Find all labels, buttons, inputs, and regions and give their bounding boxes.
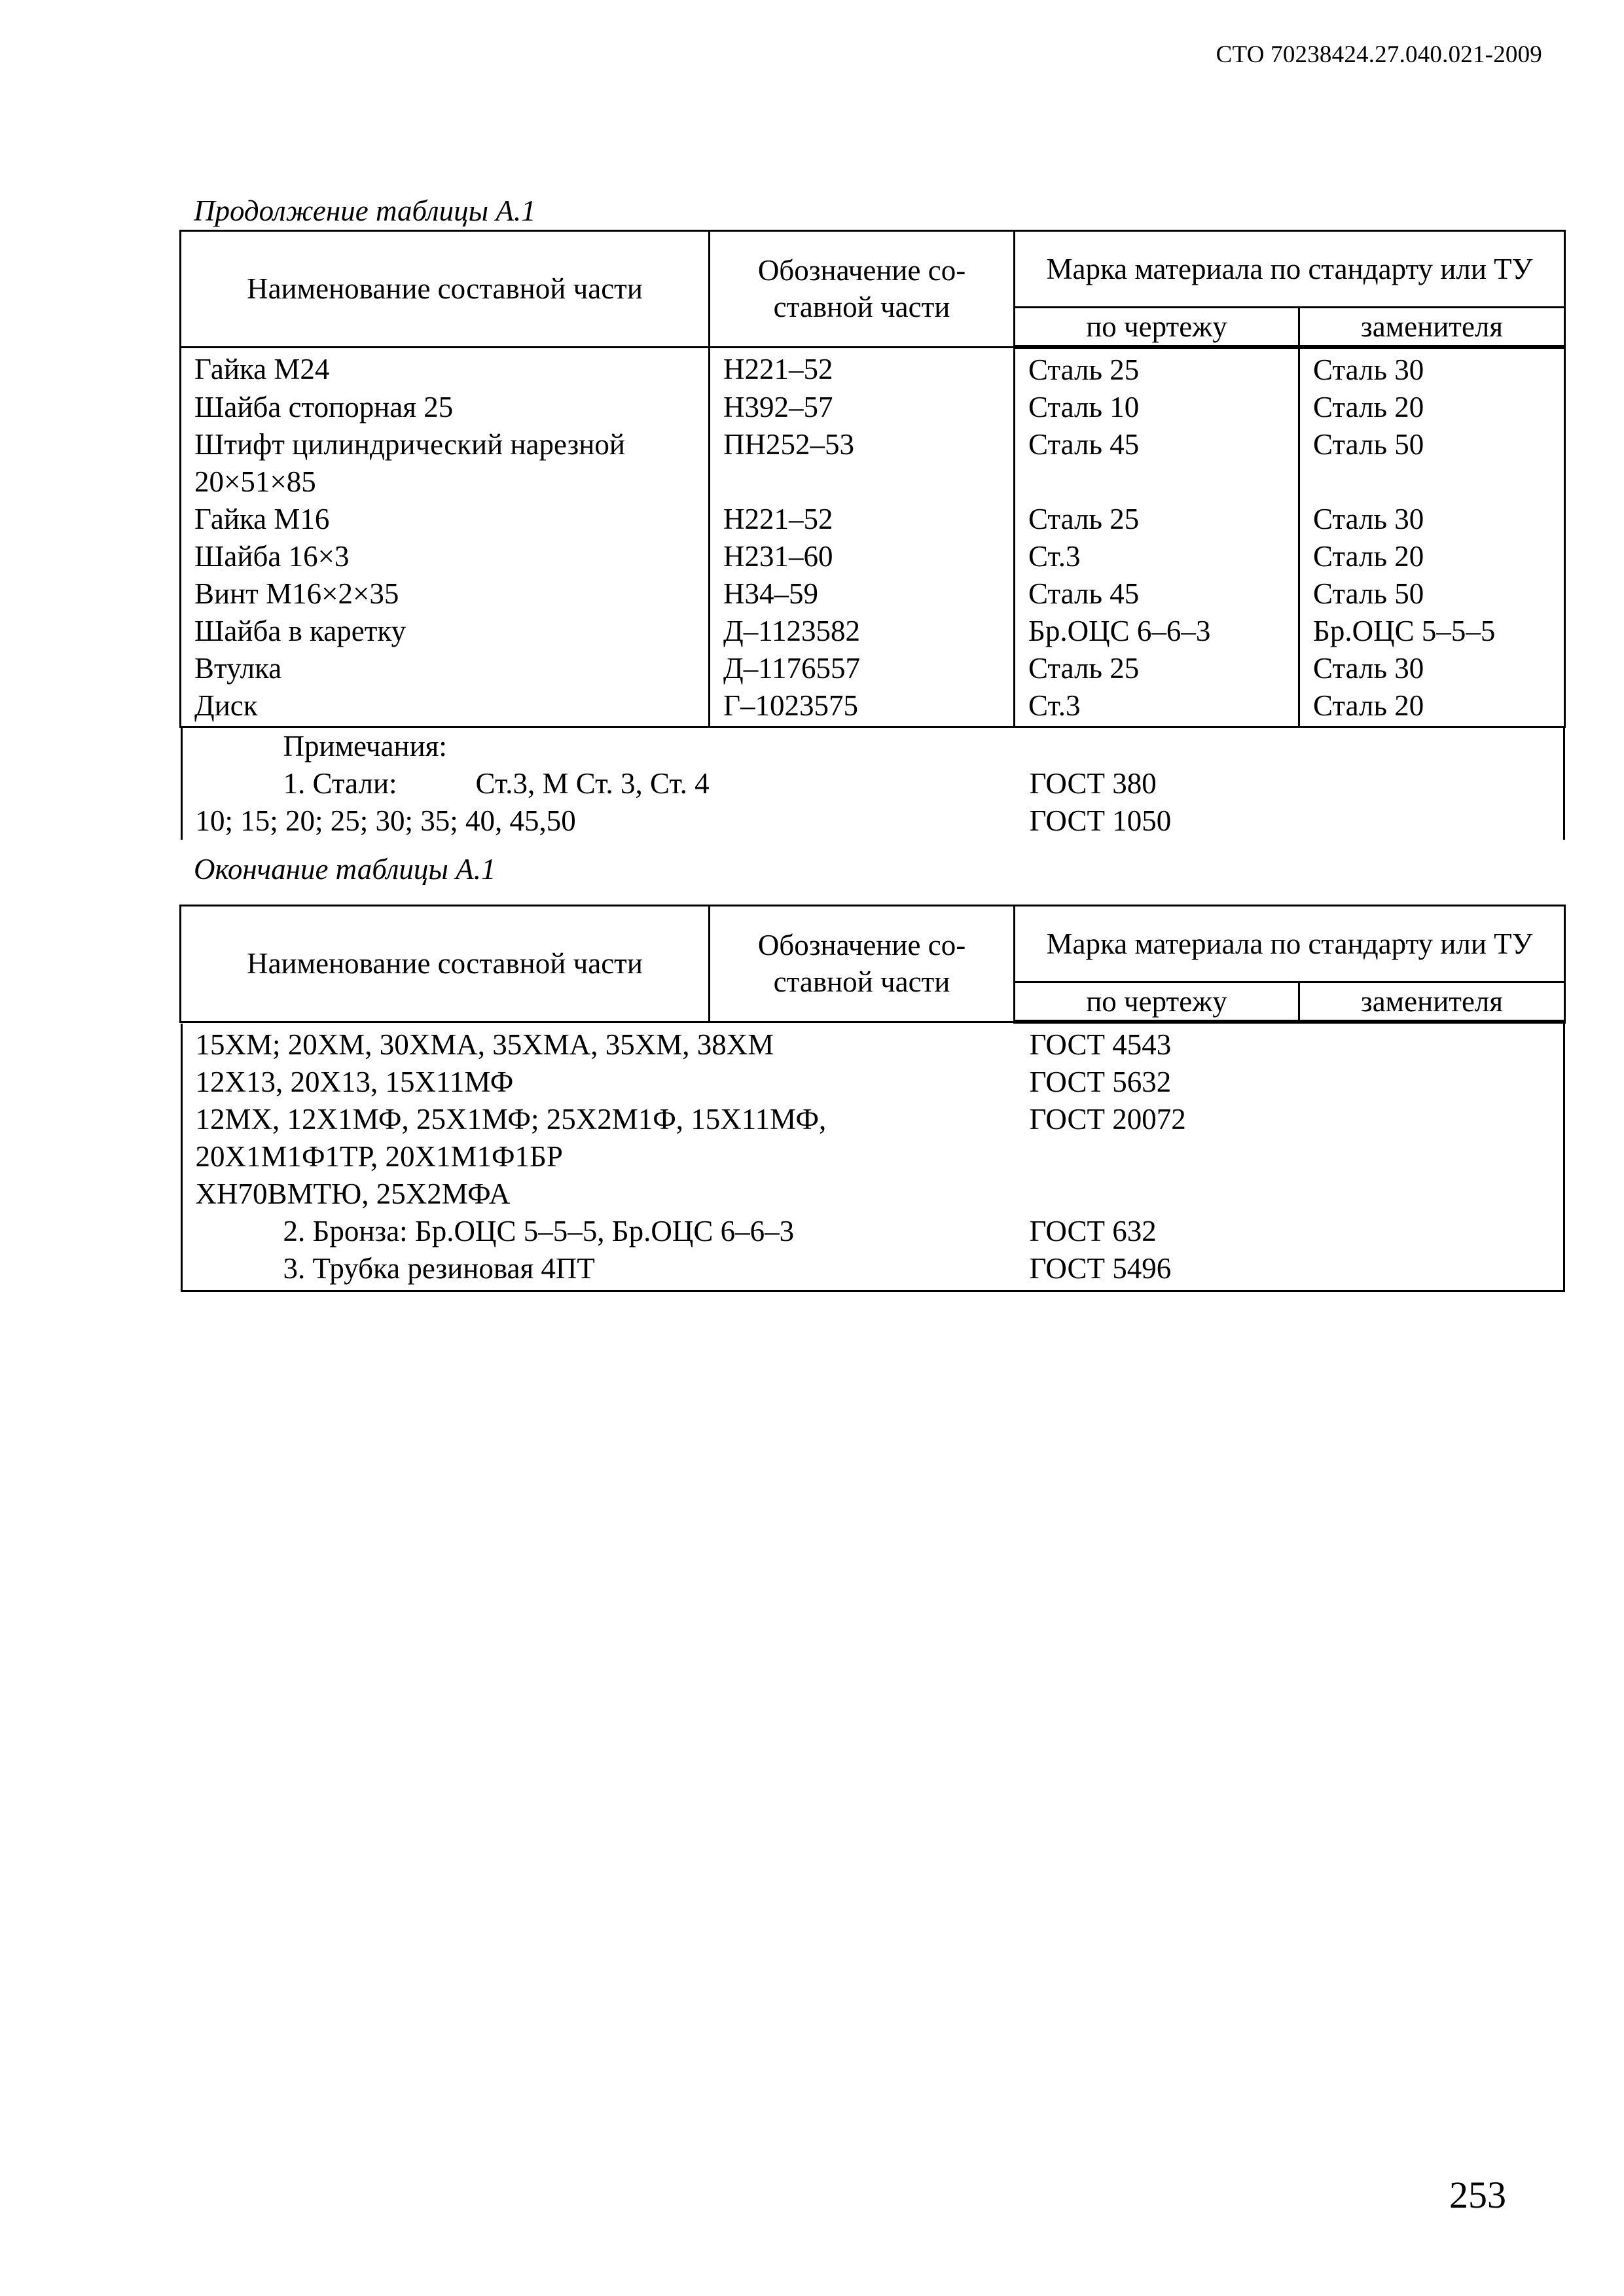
cell-per-drawing: Сталь 45: [1015, 575, 1299, 613]
col-header-material: Марка материала по стандарту или ТУ: [1015, 231, 1565, 308]
notes-block: [181, 728, 1565, 840]
cell-name: Втулка: [181, 650, 710, 687]
cell-substitute: Сталь 20: [1299, 538, 1565, 575]
cell-name: Гайка М24: [181, 347, 710, 389]
cell-substitute: Сталь 20: [1299, 687, 1565, 727]
cell-substitute: Сталь 30: [1299, 347, 1565, 389]
note-row: [183, 1101, 1563, 1138]
note-gost: [1017, 1175, 1030, 1213]
notes-title: Примечания:: [283, 730, 447, 762]
note-steel: [183, 765, 1017, 802]
cell-per-drawing: Сталь 10: [1015, 389, 1299, 426]
cell-substitute: Сталь 20: [1299, 389, 1565, 426]
table-row: [181, 426, 1565, 463]
cell-designation: Г–1023575: [710, 687, 1015, 727]
cell-designation: Н221–52: [710, 347, 1015, 389]
cell-name: Штифт цилиндрический нарезной: [181, 426, 710, 463]
table-caption-continuation: Продолжение таблицы А.1: [194, 194, 536, 227]
cell-name: Диск: [181, 687, 710, 727]
cell-designation: Н392–57: [710, 389, 1015, 426]
col-header-designation: Обозначение со- ставной части: [710, 231, 1015, 348]
col-header-material: Марка материала по стандарту или ТУ: [1015, 906, 1565, 982]
cell-name: 20×51×85: [181, 463, 710, 501]
table-row: [181, 389, 1565, 426]
table-row: [181, 575, 1565, 613]
notes-title-row: [183, 728, 1563, 765]
table-row: [181, 463, 1565, 501]
note-carbon-grades: 10; 15; 20; 25; 30; 35; 40, 45,50: [195, 804, 576, 837]
col-header-per-drawing: по чертежу: [1015, 982, 1299, 1022]
note-row: [183, 802, 1563, 840]
note-text: ХН70ВМТЮ, 25Х2МФА: [195, 1177, 511, 1210]
col-header-substitute: заменителя: [1299, 308, 1565, 348]
cell-designation: Н231–60: [710, 538, 1015, 575]
cell-substitute: Сталь 50: [1299, 575, 1565, 613]
cell-designation: Н221–52: [710, 501, 1015, 538]
page-number: 253: [1449, 2174, 1506, 2216]
note-row: [183, 1213, 1563, 1250]
note-gost: ГОСТ 4543: [1029, 1028, 1172, 1061]
table-caption-end: Окончание таблицы А.1: [194, 853, 496, 886]
table-row: [181, 501, 1565, 538]
note-text: 20Х1М1Ф1ТР, 20Х1М1Ф1БР: [195, 1140, 563, 1173]
cell-designation: Д–1176557: [710, 650, 1015, 687]
col-header-substitute: заменителя: [1299, 982, 1565, 1022]
note-text: 12Х13, 20Х13, 15Х11МФ: [195, 1066, 514, 1098]
col-header-designation: Обозначение со- ставной части: [710, 906, 1015, 1022]
note-gost: ГОСТ 632: [1029, 1215, 1157, 1247]
note-text: 12МХ, 12Х1МФ, 25Х1МФ; 25Х2М1Ф, 15Х11МФ,: [195, 1103, 827, 1136]
note-row: [183, 1026, 1563, 1064]
cell-substitute: Сталь 30: [1299, 501, 1565, 538]
table-row: [181, 538, 1565, 575]
cell-name: Шайба стопорная 25: [181, 389, 710, 426]
note-gost: ГОСТ 5632: [1029, 1066, 1172, 1098]
parts-table-end: [179, 905, 1566, 1292]
cell-designation: Д–1123582: [710, 613, 1015, 650]
cell-per-drawing: Сталь 25: [1015, 501, 1299, 538]
col-header-name: Наименование составной части: [181, 231, 710, 348]
notes-block: [181, 1024, 1565, 1292]
cell-substitute: Бр.ОЦС 5–5–5: [1299, 613, 1565, 650]
cell-per-drawing: Ст.3: [1015, 687, 1299, 727]
table-row: [181, 650, 1565, 687]
note-gost: [1017, 1138, 1030, 1175]
parts-table-continuation: [179, 230, 1566, 840]
cell-name: Гайка М16: [181, 501, 710, 538]
table-row: [181, 347, 1565, 389]
cell-name: Шайба 16×3: [181, 538, 710, 575]
col-header-name: Наименование составной части: [181, 906, 710, 1022]
note-row: [183, 1064, 1563, 1101]
cell-designation: ПН252–53: [710, 426, 1015, 463]
document-code: СТО 70238424.27.040.021-2009: [1216, 41, 1542, 68]
note-row: [183, 1175, 1563, 1213]
cell-per-drawing: Бр.ОЦС 6–6–3: [1015, 613, 1299, 650]
note-row: [183, 765, 1563, 802]
cell-substitute: [1299, 463, 1565, 501]
note-gost: ГОСТ 380: [1029, 767, 1157, 800]
cell-per-drawing: [1015, 463, 1299, 501]
table-row: [181, 687, 1565, 727]
cell-designation: [710, 463, 1015, 501]
note-row: [183, 1250, 1563, 1287]
note-text: 2. Бронза: Бр.ОЦС 5–5–5, Бр.ОЦС 6–6–3: [283, 1215, 795, 1247]
note-gost: ГОСТ 5496: [1029, 1252, 1172, 1285]
cell-substitute: Сталь 30: [1299, 650, 1565, 687]
cell-designation: Н34–59: [710, 575, 1015, 613]
cell-per-drawing: Сталь 25: [1015, 650, 1299, 687]
note-row: [183, 1138, 1563, 1175]
note-steel-label: 1. Стали:: [283, 767, 397, 800]
cell-per-drawing: Сталь 25: [1015, 347, 1299, 389]
cell-name: Шайба в каретку: [181, 613, 710, 650]
cell-name: Винт М16×2×35: [181, 575, 710, 613]
table-row: [181, 613, 1565, 650]
note-gost: ГОСТ 1050: [1029, 804, 1172, 837]
cell-substitute: Сталь 50: [1299, 426, 1565, 463]
note-gost: ГОСТ 20072: [1029, 1103, 1186, 1136]
cell-per-drawing: Сталь 45: [1015, 426, 1299, 463]
note-text: 3. Трубка резиновая 4ПТ: [283, 1252, 595, 1285]
note-steel-grades: Ст.3, М Ст. 3, Ст. 4: [475, 767, 710, 800]
col-header-per-drawing: по чертежу: [1015, 308, 1299, 348]
cell-per-drawing: Ст.3: [1015, 538, 1299, 575]
note-text: 15ХМ; 20ХМ, 30ХМА, 35ХМА, 35ХМ, 38ХМ: [195, 1028, 774, 1061]
